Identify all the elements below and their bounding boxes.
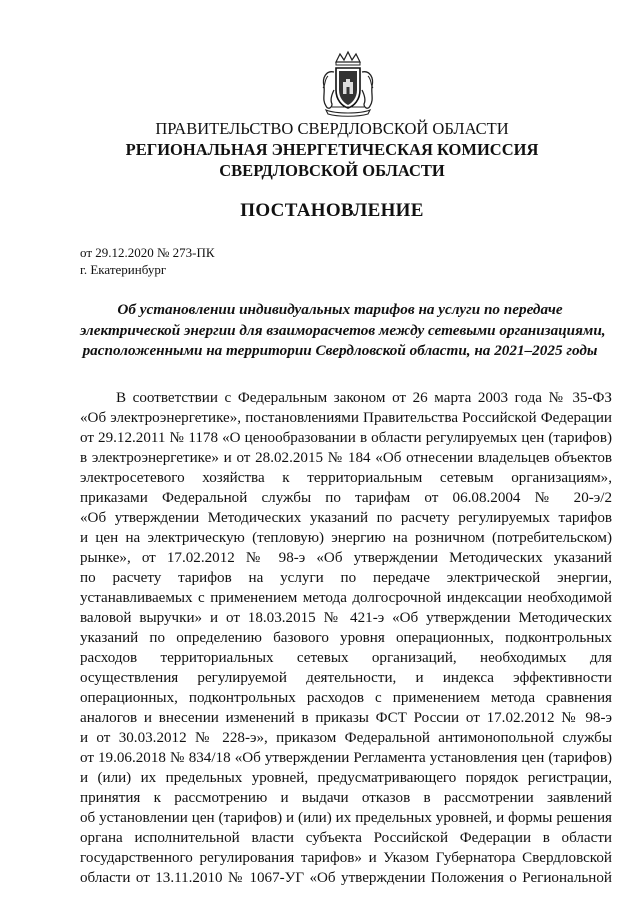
body-line: «Об электроэнергетике», постановлениями Правительства Российской Федерации [80,410,612,426]
document-date-number: от 29.12.2020 № 273-ПК [80,245,215,260]
title-line: расположенными на территории Свердловской области, на 2021–2025 годы [82,342,598,359]
body-line: электросетевого хозяйства к территориальным сетевым организациям», [80,470,612,486]
title-line: электрической энергии для взаиморасчетов между сетевыми организациями, [80,321,606,339]
body-line: расходов территориальных сетевых организаций, необходимых для [80,650,612,666]
commission-name: РЕГИОНАЛЬНАЯ ЭНЕРГЕТИЧЕСКАЯ КОМИССИЯ [125,140,539,159]
document-body [80,388,612,888]
body-line: от 29.12.2011 № 1178 «О ценообразовании в области регулируемых цен (тарифов) [80,430,612,446]
body-line: и цен на электрическую (тепловую) энергию на розничном (потребительском) [80,530,612,546]
body-line: в электроэнергетике» и от 28.02.2015 № 184 «Об отнесении владельцев объектов [80,450,612,466]
body-line: аналогов и внесении изменений в приказы ФСТ России от 17.02.2012 № 98-э [80,710,612,726]
body-line: и от 30.03.2012 № 228-э», приказом Федеральной антимонопольной службы [80,730,612,746]
body-line: В соответствии с Федеральным законом от 26 марта 2003 года № 35-ФЗ [116,390,612,406]
coat-of-arms-emblem [318,50,378,118]
body-line: органа исполнительной власти субъекта Российской Федерации в области [80,830,612,846]
body-line: области от 13.11.2010 № 1067-УГ «Об утверждении Положения о Региональной [80,870,612,886]
body-line: валовой выручки» и от 18.03.2015 № 421-э «Об утверждении Методических [80,610,612,626]
body-line: по расчету тарифов на услуги по передаче электрической энергии, [80,570,612,586]
body-line: государственного регулирования тарифов» и Указом Губернатора Свердловской [80,850,612,866]
body-line: операционных, подконтрольных расходов с применением метода сравнения [80,690,612,706]
document-type: ПОСТАНОВЛЕНИЕ [240,200,424,221]
body-line: «Об утверждении Методических указаний по расчету регулируемых тарифов [80,510,612,526]
body-line: указаний по определению базового уровня операционных, подконтрольных [80,630,612,646]
government-name: ПРАВИТЕЛЬСТВО СВЕРДЛОВСКОЙ ОБЛАСТИ [155,119,509,138]
document-city: г. Екатеринбург [80,262,167,277]
body-line: устанавливаемых с применением метода долгосрочной индексации необходимой [80,590,612,606]
body-line: об установлении цен (тарифов) и (или) их предельных уровней, и формы решения [80,810,612,826]
body-line: приказами Федеральной службы по тарифам от 06.08.2004 № 20-э/2 [80,490,612,506]
document-title [80,300,606,362]
region-name: СВЕРДЛОВСКОЙ ОБЛАСТИ [219,161,445,180]
body-line: от 19.06.2018 № 834/18 «Об утверждении Регламента установления цен (тарифов) [80,750,612,766]
body-line: и (или) их предельных уровней, предусматривающего порядок регистрации, [80,770,612,786]
body-line: принятия к рассмотрению и выдачи отказов в рассмотрении заявлений [80,790,612,806]
body-line: осуществления регулируемой деятельности, и индекса эффективности [80,670,612,686]
body-line: рынке», от 17.02.2012 № 98-э «Об утверждении Методических указаний [80,550,612,566]
title-line: Об установлении индивидуальных тарифов на услуги по передаче [117,301,563,318]
